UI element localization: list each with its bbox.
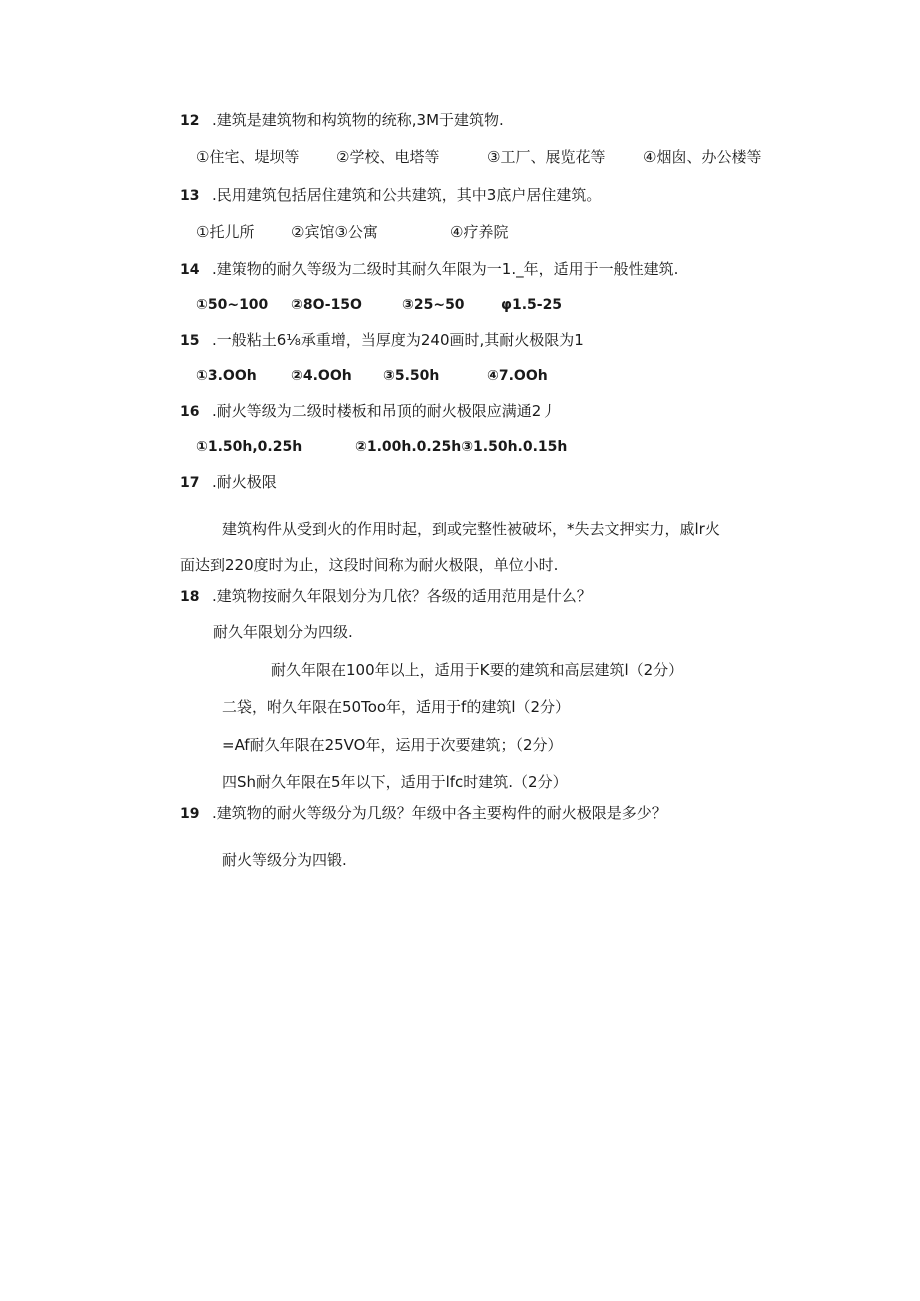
question-13	[180, 185, 601, 206]
answer-text: 耐久年限在100年以上，适用于K要的建筑和高层建筑l（2分）	[271, 661, 684, 679]
question-16	[180, 401, 556, 422]
question-14	[180, 259, 678, 280]
question-number: 13	[180, 188, 200, 204]
question-text: .建筑是建筑物和构筑物的统称,3M于建筑物.	[212, 111, 504, 129]
option-1: ①托儿所	[196, 223, 255, 241]
option-1: ①3.OOh	[196, 368, 257, 384]
question-number: 19	[180, 806, 200, 822]
option-4: ④烟囱、办公楼等	[643, 148, 762, 166]
question-text: .建筑物按耐久年限划分为几依？各级的适用范用是什么？	[212, 587, 592, 605]
answer-text: 耐火等级分为四锻.	[222, 851, 347, 869]
option-1: ①50~100	[196, 297, 269, 313]
option-1: ①1.50h,0.25h	[196, 439, 303, 455]
answer-text: 面达到220度时为止，这段时间称为耐火极限，单位小时.	[180, 556, 559, 574]
question-number: 14	[180, 262, 200, 278]
question-text: .一般粘土6⅛承重增，当厚度为240画时,其耐火极限为1	[212, 331, 584, 349]
question-15	[180, 330, 584, 351]
answer-text: 耐久年限划分为四级.	[213, 623, 353, 641]
question-17	[180, 472, 277, 493]
answer-text: =Af耐久年限在25VO年，运用于次要建筑；（2分）	[222, 736, 563, 754]
question-number: 17	[180, 475, 200, 491]
option-3: ③5.50h	[383, 368, 440, 384]
answer-text: 二袋，咐久年限在50Too年，适用于f的建筑l（2分）	[222, 698, 571, 716]
question-19	[180, 803, 667, 824]
option-2: ②4.OOh	[291, 368, 352, 384]
question-text: .建筑物的耐火等级分为几级？年级中各主要构件的耐火极限是多少？	[212, 804, 667, 822]
question-text: .建策物的耐久等级为二级时其耐久年限为一1._年，适用于一般性建筑.	[212, 260, 679, 278]
option-3: ④疗养院	[450, 223, 509, 241]
question-number: 18	[180, 589, 200, 605]
question-18	[180, 586, 592, 607]
answer-text: 建筑构件从受到火的作用时起，到或完整性被破坏，*失去文押实力，戚lr火	[222, 520, 720, 538]
question-text: .民用建筑包括居住建筑和公共建筑，其中3底户居住建筑。	[212, 186, 602, 204]
question-text: .耐火等级为二级时楼板和吊顶的耐火极限应满通2丿	[212, 402, 557, 420]
option-3: ③工厂、展览花等	[487, 148, 606, 166]
option-1: ①住宅、堤坝等	[196, 148, 300, 166]
answer-text: 四Sh耐久年限在5年以下，适用于lfc时建筑.（2分）	[222, 773, 568, 791]
option-4: φ1.5-25	[501, 297, 563, 313]
option-2: ②8O-15O	[291, 297, 362, 313]
question-number: 15	[180, 333, 200, 349]
option-2: ②1.00h.0.25h③1.50h.0.15h	[355, 439, 568, 455]
option-4: ④7.OOh	[487, 368, 548, 384]
question-text: .耐火极限	[212, 473, 277, 491]
question-12	[180, 110, 504, 131]
option-3: ③25~50	[402, 297, 465, 313]
option-2: ②学校、电塔等	[336, 148, 440, 166]
question-number: 16	[180, 404, 200, 420]
option-2: ②宾馆③公寓	[291, 223, 378, 241]
question-number: 12	[180, 113, 200, 129]
